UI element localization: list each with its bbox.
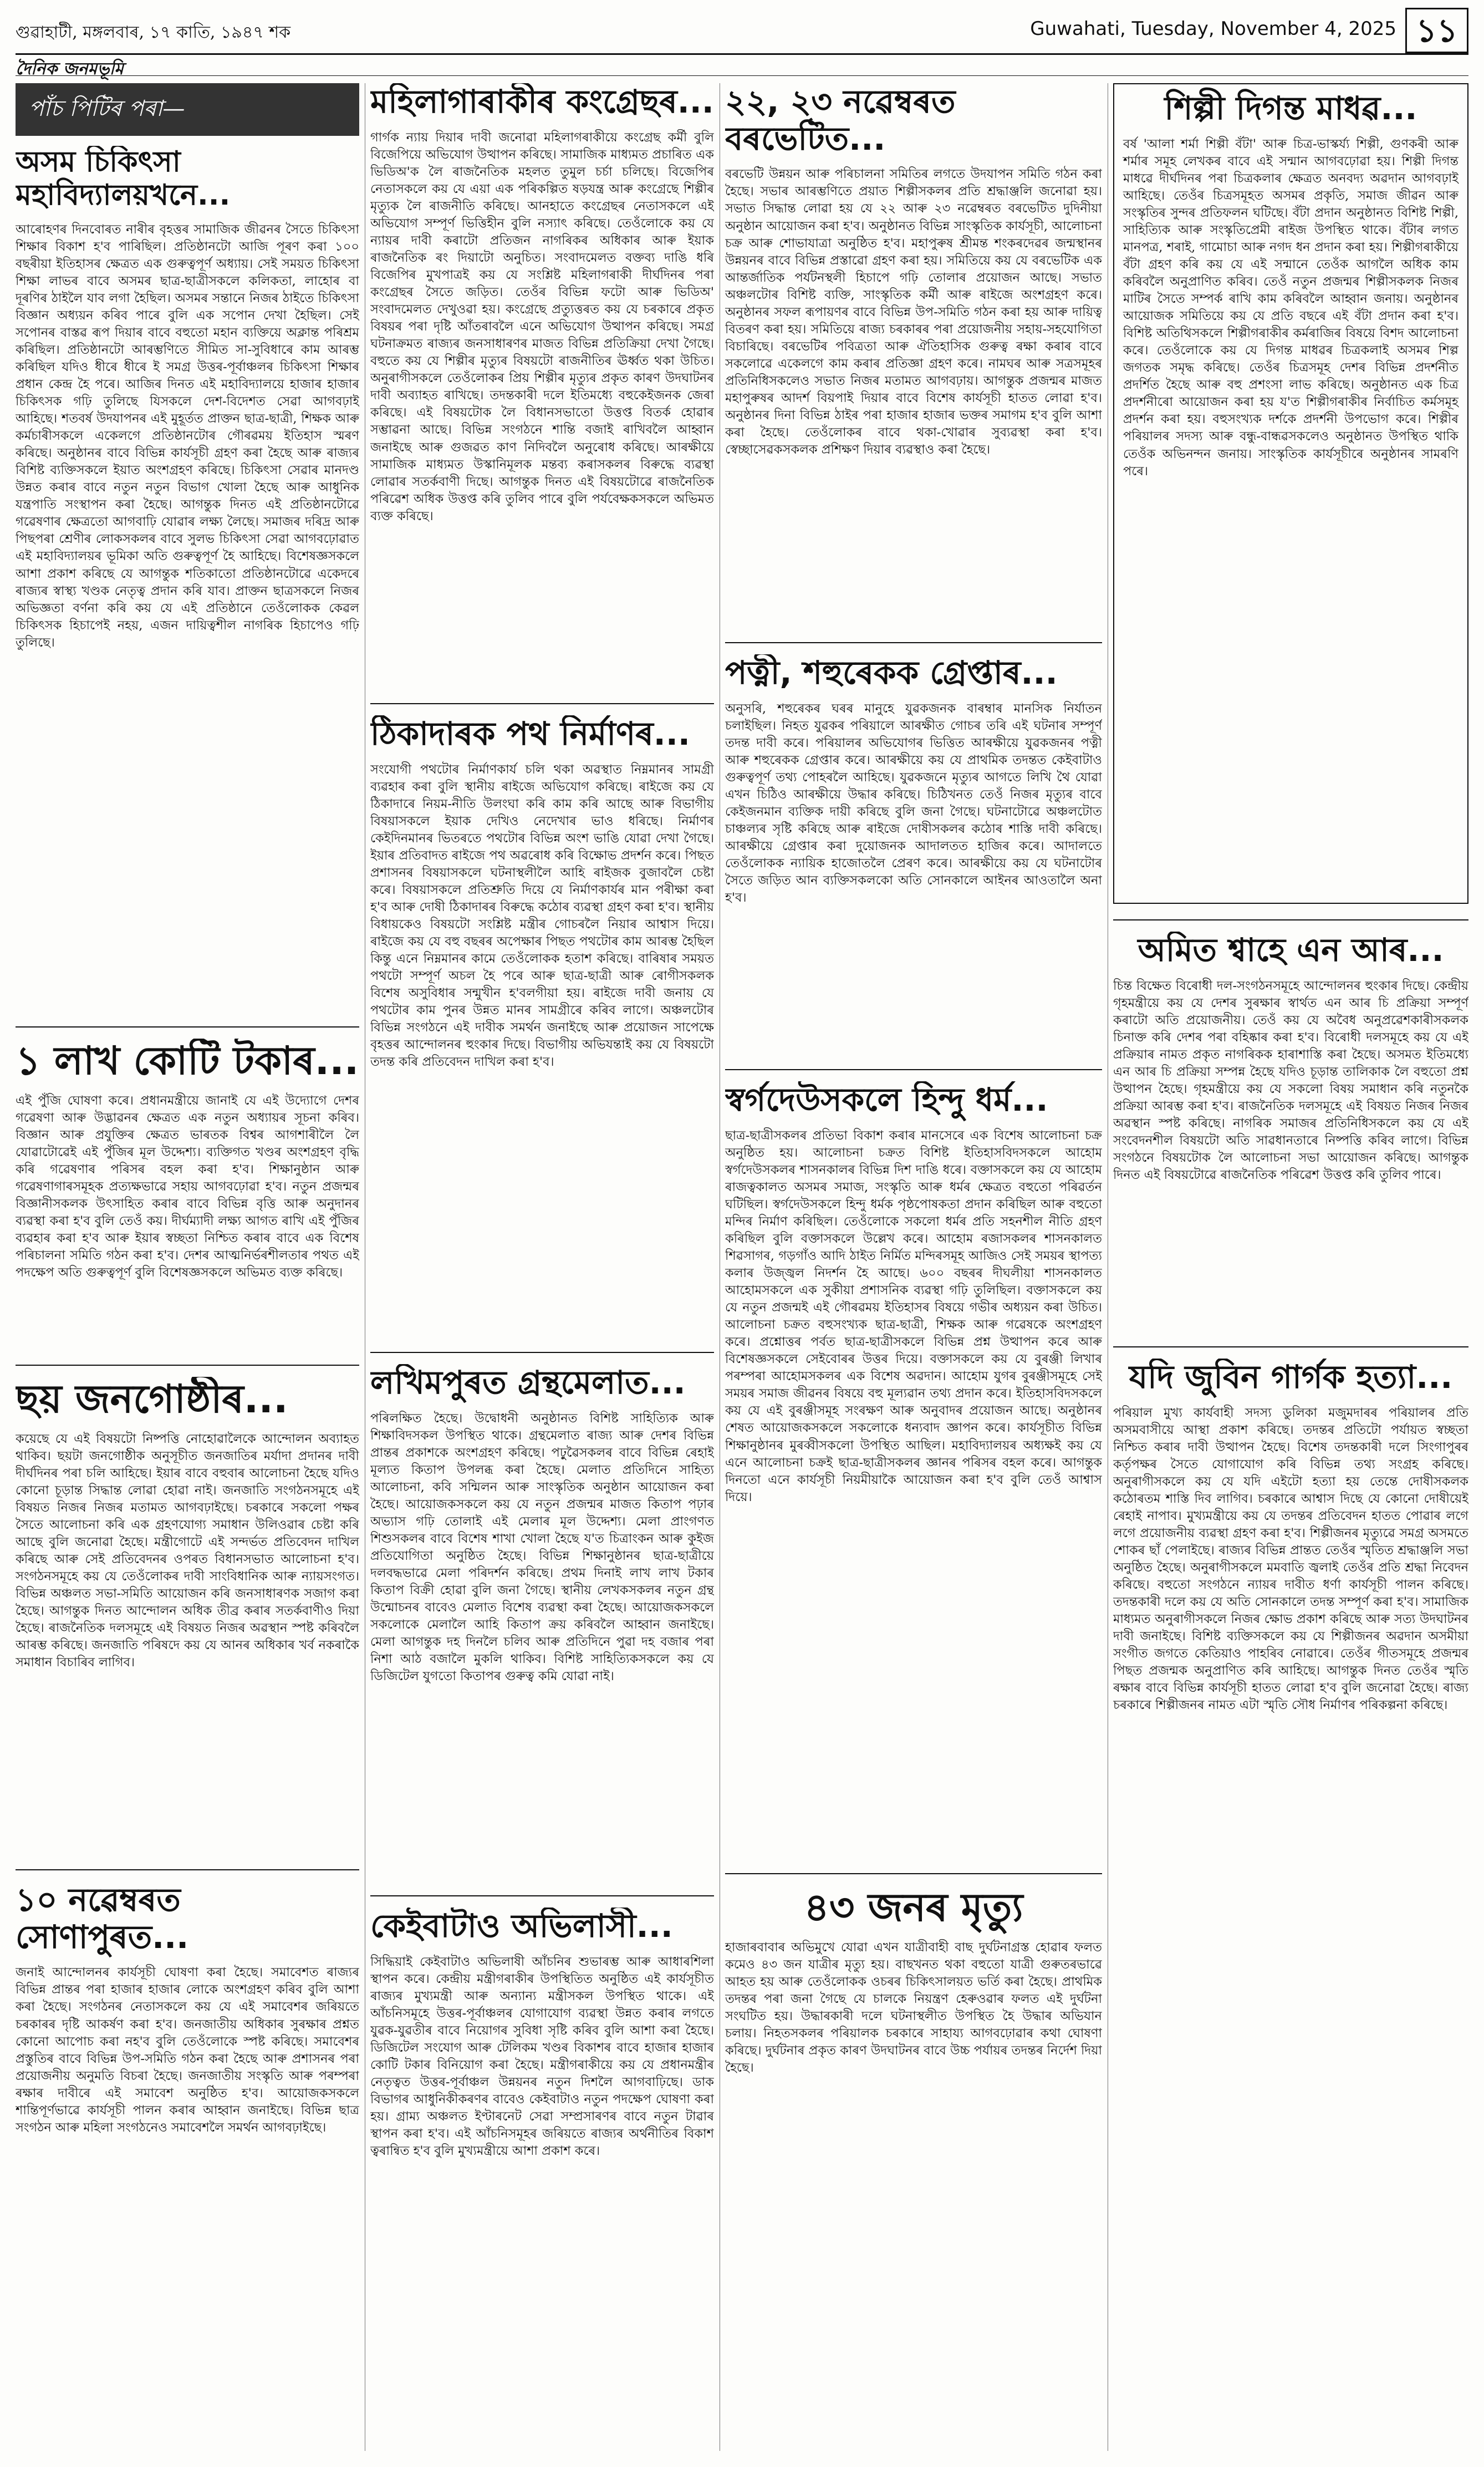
- masthead-title: দৈনিক জনমভূমি: [16, 59, 124, 79]
- headline: ৪৩ জনৰ মৃত্যু: [804, 1885, 1023, 1930]
- divider: [370, 1895, 714, 1896]
- story-body: গাৰ্গক ন্যায় দিয়াৰ দাবী জনোৱা মহিলাগৰাকীয়ে কংগ্ৰেছ কৰ্মী বুলি বিজেপিয়ে অভিযোগ উত্থাপন কৰিছে। সামাজিক মাধ্যমত প্ৰচাৰিত এক ভিডিঅ'ক লৈ ৰাজনৈতিক মহলত তুমুল চৰ্চা চলিছে। বিজেপিৰ নেতাসকলে কয় যে এয়া এক পৰিকল্পিত ষড়যন্ত্ৰ আৰু কংগ্ৰেছে শিল্পীৰ মৃত্যুক লৈ ৰাজনীতি কৰিছে। আনহাতে কংগ্ৰেছৰ নেতাসকলে এই অভিযোগ সম্পূৰ্ণ ভিত্তিহীন বুলি নস্যাৎ কৰিছে। তেওঁলোকে কয় যে ন্যায়ৰ দাবী কৰাটো প্ৰতিজন নাগৰিকৰ অধিকাৰ আৰু ইয়াক ৰাজনৈতিক ৰং দিয়াটো অনুচিত। সংবাদমেলত বক্তব্য দাঙি ধৰি বিজেপিৰ মুখপাত্ৰই কয় যে সংশ্লিষ্ট মহিলাগৰাকী দীৰ্ঘদিনৰ পৰা কংগ্ৰেছৰ সৈতে জড়িত। তেওঁৰ বিভিন্ন ফটো আৰু ভিডিঅ' সংবাদমেলত দেখুওৱা হয়। কংগ্ৰেছে প্ৰত্যুত্তৰত কয় যে চৰকাৰে প্ৰকৃত বিষয়ৰ পৰা দৃষ্টি আঁতৰাবলৈ এনে অভিযোগ উত্থাপন কৰিছে। সমগ্ৰ ঘটনাক্ৰমত ৰাজ্যৰ জনসাধাৰণৰ মাজত বিভিন্ন প্ৰতিক্ৰিয়া দেখা গৈছে। বহুতে কয় যে শিল্পীৰ মৃত্যুৰ বিষয়টো ৰাজনীতিৰ ঊৰ্ধ্বত থকা উচিত। অনুৰাগীসকলে তেওঁলোকৰ প্ৰিয় শিল্পীৰ মৃত্যুৰ প্ৰকৃত কাৰণ উদঘাটনৰ দাবী অব্যাহত ৰাখিছে। তদন্তকাৰী দলে ইতিমধ্যে বহুকেইজনক জেৰা কৰিছে। এই বিষয়টোক লৈ বিধানসভাতো উত্তপ্ত বিতৰ্ক হোৱাৰ সম্ভাৱনা আছে। বিভিন্ন সংগঠনে শান্তি বজাই ৰাখিবলৈ আহ্বান জনাইছে আৰু গুজৱত কাণ নিদিবলৈ অনুৰোধ কৰিছে। আৰক্ষীয়ে সামাজিক মাধ্যমত উস্কানিমূলক মন্তব্য কৰাসকলৰ বিৰুদ্ধে ব্যৱস্থা লোৱাৰ সতৰ্কবাণী দিছে। আগন্তুক দিনত এই বিষয়টোৱে ৰাজনৈতিক পৰিৱেশ অধিক উত্তপ্ত কৰি তুলিব পাৰে বুলি পৰ্যবেক্ষকসকলে অভিমত ব্যক্ত কৰিছে।: [370, 130, 714, 523]
- divider: [16, 1026, 359, 1028]
- divider: [16, 1869, 359, 1870]
- story-sonapur-rally: [16, 1881, 359, 2259]
- headline: পত্নী, শহুৰেকক গ্ৰেপ্তাৰ...: [725, 654, 1058, 691]
- story-body: বৰ্ষ 'আলা শৰ্মা শিল্পী বঁটা' আৰু চিত্ৰ-ভাস্কৰ্য্য শিল্পী, গুণকৰী আৰু শৰ্মাৰ সমূহ লেখকৰ বাবে এই সন্মান আগবঢ়োৱা হয়। শিল্পী দিগন্ত মাধৱে দীৰ্ঘদিনৰ পৰা চিত্ৰকলাৰ ক্ষেত্ৰত অনবদ্য অৱদান আগবঢ়াই আহিছে। তেওঁৰ চিত্ৰসমূহত অসমৰ প্ৰকৃতি, সমাজ জীৱন আৰু সংস্কৃতিৰ সুন্দৰ প্ৰতিফলন ঘটিছে। বঁটা প্ৰদান অনুষ্ঠানত বিশিষ্ট শিল্পী, সাহিত্যিক আৰু সংস্কৃতিপ্ৰেমী ৰাইজ উপস্থিত থাকে। বঁটাৰ লগত মানপত্ৰ, শৰাই, গামোচা আৰু নগদ ধন প্ৰদান কৰা হয়। শিল্পীগৰাকীয়ে বঁটা গ্ৰহণ কৰি কয় যে এই সন্মানে তেওঁক আগলৈ অধিক কাম কৰিবলৈ অনুপ্ৰাণিত কৰিব। তেওঁ নতুন প্ৰজন্মৰ শিল্পীসকলক নিজৰ মাটিৰ সৈতে সম্পৰ্ক ৰাখি কাম কৰিবলৈ আহ্বান জনায়। অনুষ্ঠানৰ আয়োজক সমিতিয়ে কয় যে প্ৰতি বছৰে এই বঁটা প্ৰদান কৰা হ'ব। বিশিষ্ট অতিথিসকলে শিল্পীগৰাকীৰ কৰ্মৰাজিৰ বিষয়ে বিশদ আলোচনা কৰে। তেওঁলোকে কয় যে দিগন্ত মাধৱৰ চিত্ৰকলাই অসমৰ শিল্প জগতক সমৃদ্ধ কৰিছে। তেওঁৰ চিত্ৰসমূহ দেশৰ বিভিন্ন প্ৰদৰ্শনীত প্ৰদৰ্শিত হৈছে আৰু বহু প্ৰশংসা লাভ কৰিছে। অনুষ্ঠানত এক চিত্ৰ প্ৰদৰ্শনীৰো আয়োজন কৰা হয় য'ত শিল্পীগৰাকীৰ নিৰ্বাচিত কৰ্মসমূহ প্ৰদৰ্শন কৰা হয়। বহুসংখ্যক দৰ্শকে প্ৰদৰ্শনী উপভোগ কৰে। শিল্পীৰ পৰিয়ালৰ সদস্য আৰু বন্ধু-বান্ধৱসকলেও অনুষ্ঠানত উপস্থিত থাকি তেওঁক অভিনন্দন জনায়। সাংস্কৃতিক কাৰ্যসূচীৰে অনুষ্ঠানৰ সামৰণি পৰে।: [1123, 136, 1458, 479]
- headline: ছয় জনগোষ্ঠীৰ...: [16, 1377, 288, 1422]
- column-4: [1113, 83, 1468, 2451]
- column-3: [725, 83, 1102, 2451]
- story-body: আৰোহণৰ দিনবোৰত নাৰীৰ বৃহত্তৰ সামাজিক জীৱনৰ সৈতে চিকিৎসা শিক্ষাৰ বিকাশ হ'ব পাৰিছিল। প্ৰতিষ্ঠানটো আজি পূৰণ কৰা ১০০ বছৰীয়া ইতিহাসৰ ক্ষেত্ৰত এক গুৰুত্বপূৰ্ণ অধ্যায়। সেই সময়ত চিকিৎসা শিক্ষা লাভৰ বাবে অসমৰ ছাত্ৰ-ছাত্ৰীসকলে কলিকতা, লাহোৰ বা দূৰণিৰ ঠাইলৈ যাব লগা হৈছিল। অসমৰ সন্তানে নিজৰ ঠাইতে চিকিৎসা বিজ্ঞান অধ্যয়ন কৰিব পাৰে বুলি এক সপোন দেখা হৈছিল। সেই সপোনৰ বাস্তৱ ৰূপ দিয়াৰ বাবে বহুতো মহান ব্যক্তিয়ে অক্লান্ত পৰিশ্ৰম কৰিছিল। প্ৰতিষ্ঠানটো আৰম্ভণিতে সীমিত সা-সুবিধাৰে কাম আৰম্ভ কৰিছিল যদিও ধীৰে ধীৰে ই সমগ্ৰ উত্তৰ-পূৰ্বাঞ্চলৰ চিকিৎসা শিক্ষাৰ প্ৰধান কেন্দ্ৰ হৈ পৰে। আজিৰ দিনত এই মহাবিদ্যালয়ে হাজাৰ হাজাৰ চিকিৎসক গঢ়ি তুলিছে যিসকলে দেশ-বিদেশত সেৱা আগবঢ়াই আহিছে। শতবৰ্ষ উদযাপনৰ এই মুহূৰ্তত প্ৰাক্তন ছাত্ৰ-ছাত্ৰী, শিক্ষক আৰু কৰ্মচাৰীসকলে একেলগে প্ৰতিষ্ঠানটোৰ গৌৰৱময় ইতিহাস স্মৰণ কৰিছে। অনুষ্ঠানৰ বাবে বিভিন্ন কাৰ্যসূচী গ্ৰহণ কৰা হৈছে আৰু ৰাজ্যৰ বিশিষ্ট ব্যক্তিসকলে ইয়াত অংশগ্ৰহণ কৰিছে। চিকিৎসা সেৱাৰ মানদণ্ড উন্নত কৰাৰ বাবে নতুন নতুন বিভাগ খোলা হৈছে আৰু আধুনিক যন্ত্ৰপাতি সংস্থাপন কৰা হৈছে। আগন্তুক দিনত এই প্ৰতিষ্ঠানটোৱে গৱেষণাৰ ক্ষেত্ৰতো আগবাঢ়ি যোৱাৰ লক্ষ্য লৈছে। সমাজৰ দৰিদ্ৰ আৰু পিছপৰা শ্ৰেণীৰ লোকসকলৰ বাবে সুলভ চিকিৎসা সেৱা আগবঢ়োৱাত এই মহাবিদ্যালয়ৰ ভূমিকা অতি গুৰুত্বপূৰ্ণ হৈ আহিছে। বিশেষজ্ঞসকলে আশা প্ৰকাশ কৰিছে যে আগন্তুক শতিকাতো প্ৰতিষ্ঠানটোৱে একেদৰে ৰাজ্যৰ স্বাস্থ্য খণ্ডক নেতৃত্ব প্ৰদান কৰি যাব। প্ৰাক্তন ছাত্ৰসকলে নিজৰ অভিজ্ঞতা বৰ্ণনা কৰি কয় যে এই প্ৰতিষ্ঠানে তেওঁলোকক কেৱল চিকিৎসক হিচাপেই নহয়, এজন দায়িত্বশীল নাগৰিক হিচাপেও গঢ়ি তুলিছে।: [16, 222, 359, 650]
- masthead: [16, 55, 1468, 79]
- story-body: ছাত্ৰ-ছাত্ৰীসকলৰ প্ৰতিভা বিকাশ কৰাৰ মানসেৰে এক বিশেষ আলোচনা চক্ৰ অনুষ্ঠিত হয়। আলোচনা চক্ৰত বিশিষ্ট ইতিহাসবিদসকলে আহোম স্বৰ্গদেউসকলৰ শাসনকালৰ বিভিন্ন দিশ দাঙি ধৰে। বক্তাসকলে কয় যে আহোম ৰাজত্বকালত অসমৰ সমাজ, সংস্কৃতি আৰু ধৰ্মৰ ক্ষেত্ৰত বহুতো পৰিৱৰ্তন ঘটিছিল। স্বৰ্গদেউসকলে হিন্দু ধৰ্মক পৃষ্ঠপোষকতা প্ৰদান কৰিছিল আৰু বহুতো মন্দিৰ নিৰ্মাণ কৰিছিল। তেওঁলোকে সকলো ধৰ্মৰ প্ৰতি সহনশীল নীতি গ্ৰহণ কৰিছিল বুলি বক্তাসকলে উল্লেখ কৰে। আহোম ৰজাসকলৰ শাসনকালত শিৱসাগৰ, গড়গাঁও আদি ঠাইত নিৰ্মিত মন্দিৰসমূহ আজিও সেই সময়ৰ স্থাপত্য কলাৰ উজ্জ্বল নিদৰ্শন হৈ আছে। ৬০০ বছৰৰ দীঘলীয়া শাসনকালত আহোমসকলে এক সুকীয়া প্ৰশাসনিক ব্যৱস্থা গঢ়ি তুলিছিল। বক্তাসকলে কয় যে নতুন প্ৰজন্মই এই গৌৰৱময় ইতিহাসৰ বিষয়ে গভীৰ অধ্যয়ন কৰা উচিত। আলোচনা চক্ৰত বহুসংখ্যক ছাত্ৰ-ছাত্ৰী, শিক্ষক আৰু গৱেষকে অংশগ্ৰহণ কৰে। প্ৰশ্নোত্তৰ পৰ্বত ছাত্ৰ-ছাত্ৰীসকলে বিভিন্ন প্ৰশ্ন উত্থাপন কৰে আৰু বিশেষজ্ঞসকলে সেইবোৰৰ উত্তৰ দিয়ে। বক্তাসকলে কয় যে বুৰঞ্জী লিখাৰ পৰম্পৰা আহোমসকলৰ এক বিশেষ অৱদান। আহোম যুগৰ বুৰঞ্জীসমূহে সেই সময়ৰ সমাজ জীৱনৰ বিষয়ে বহু মূল্যৱান তথ্য প্ৰদান কৰে। ইতিহাসবিদসকলে কয় যে এই বুৰঞ্জীসমূহ সংৰক্ষণ আৰু অনুবাদৰ প্ৰয়োজন আছে। অনুষ্ঠানৰ শেষত আয়োজকসকলে সকলোকে ধন্যবাদ জ্ঞাপন কৰে। কাৰ্যসূচীত বিভিন্ন শিক্ষানুষ্ঠানৰ মুৰব্বীসকলো উপস্থিত আছিল। মহাবিদ্যালয়ৰ অধ্যক্ষই কয় যে এনে আলোচনা চক্ৰই ছাত্ৰ-ছাত্ৰীসকলৰ জ্ঞানৰ পৰিসৰ বহল কৰে। আগন্তুক দিনতো এনে কাৰ্যসূচী নিয়মীয়াকৈ আয়োজন কৰা হ'ব বুলি তেওঁ আশ্বাস দিয়ে।: [725, 1128, 1102, 1504]
- story-artist-diganta: [1113, 83, 1468, 904]
- story-body: কয়েছে যে এই বিষয়টো নিষ্পত্তি নোহোৱালৈকে আন্দোলন অব্যাহত থাকিব। ছয়টা জনগোষ্ঠীক অনুসূচীত জনজাতিৰ মৰ্যাদা প্ৰদানৰ দাবী দীৰ্ঘদিনৰ পৰা চলি আহিছে। ইয়াৰ বাবে বহুবাৰ আলোচনা হৈছে যদিও কোনো চূড়ান্ত সিদ্ধান্ত লোৱা হোৱা নাই। জনজাতি সংগঠনসমূহে এই বিষয়ত নিজৰ নিজৰ মতামত আগবঢ়াইছে। চৰকাৰে সকলো পক্ষৰ সৈতে আলোচনা কৰি এক গ্ৰহণযোগ্য সমাধান উলিওৱাৰ চেষ্টা কৰি আছে বুলি জনোৱা হৈছে। মন্ত্ৰীগোটে এই সন্দৰ্ভত প্ৰতিবেদন দাখিল কৰিছে আৰু সেই প্ৰতিবেদনৰ ওপৰত বিধানসভাত আলোচনা হ'ব। সংগঠনসমূহে কয় যে তেওঁলোকৰ দাবী সাংবিধানিক আৰু ন্যায়সংগত। বিভিন্ন অঞ্চলত সভা-সমিতি আয়োজন কৰি জনসাধাৰণক সজাগ কৰা হৈছে। আগন্তুক দিনত আন্দোলন অধিক তীব্ৰ কৰাৰ সতৰ্কবাণীও দিয়া হৈছে। ৰাজনৈতিক দলসমূহে এই বিষয়ত নিজৰ অৱস্থান স্পষ্ট কৰিবলৈ আৰম্ভ কৰিছে। জনজাতি পৰিষদে কয় যে আনৰ অধিকাৰ খৰ্ব নকৰাকৈ সমাধান বিচাৰিব লাগিব।: [16, 1431, 359, 1670]
- divider: [725, 642, 1102, 643]
- story-ambitious-schemes: [370, 1908, 714, 2273]
- story-43-deaths: [725, 1885, 1102, 2163]
- divider: [1113, 919, 1468, 920]
- story-body: অনুসৰি, শহুৰেকৰ ঘৰৰ মানুহে যুৱকজনক বাৰম্বাৰ মানসিক নিৰ্যাতন চলাইছিল। নিহত যুৱকৰ পৰিয়ালে আৰক্ষীত গোচৰ তৰি এই ঘটনাৰ সম্পূৰ্ণ তদন্ত দাবী কৰে। পৰিয়ালৰ অভিযোগৰ ভিত্তিত আৰক্ষীয়ে যুৱকজনৰ পত্নী আৰু শহুৰেকক গ্ৰেপ্তাৰ কৰে। আৰক্ষীয়ে কয় যে প্ৰাথমিক তদন্তত কেইবাটাও গুৰুত্বপূৰ্ণ তথ্য পোহৰলৈ আহিছে। যুৱকজনে মৃত্যুৰ আগতে লিখি থৈ যোৱা এখন চিঠিও আৰক্ষীয়ে উদ্ধাৰ কৰিছে। চিঠিখনত তেওঁ নিজৰ মৃত্যুৰ বাবে কেইজনমান ব্যক্তিক দায়ী কৰিছে বুলি জনা গৈছে। ঘটনাটোৱে অঞ্চলটোত চাঞ্চল্যৰ সৃষ্টি কৰিছে আৰু ৰাইজে দোষীসকলৰ কঠোৰ শাস্তি দাবী কৰিছে। আৰক্ষীয়ে গ্ৰেপ্তাৰ কৰা দুয়োজনক আদালতত হাজিৰ কৰে। আদালতে তেওঁলোকক ন্যায়িক হাজোতলৈ প্ৰেৰণ কৰে। আৰক্ষীয়ে কয় যে ঘটনাটোৰ সৈতে জড়িত আন ব্যক্তিসকলকো অতি সোনকালে আইনৰ আওতালৈ অনা হ'ব।: [725, 701, 1102, 906]
- page-header: [16, 8, 1468, 55]
- story-amit-shah-nrc: [1113, 932, 1468, 1331]
- story-wife-arrested: [725, 654, 1102, 1054]
- story-swargadeu-hinduism: [725, 1081, 1102, 1858]
- story-body: চিন্ত বিক্ষেত বিৰোধী দল-সংগঠনসমূহে আন্দোলনৰ হুংকাৰ দিছে। কেন্দ্ৰীয় গৃহমন্ত্ৰীয়ে কয় যে দেশৰ সুৰক্ষাৰ স্বাৰ্থত এন আৰ চি প্ৰক্ৰিয়া সম্পূৰ্ণ কৰাটো অতি প্ৰয়োজনীয়। তেওঁ কয় যে অবৈধ অনুপ্ৰৱেশকাৰীসকলক চিনাক্ত কৰি দেশৰ পৰা বহিষ্কাৰ কৰা হ'ব। বিৰোধী দলসমূহে কয় যে এই প্ৰক্ৰিয়াৰ নামত প্ৰকৃত নাগৰিকক হাৰাশাস্তি কৰা হৈছে। অসমত ইতিমধ্যে এন আৰ চি প্ৰক্ৰিয়া সম্পন্ন হৈছে যদিও চূড়ান্ত তালিকাক লৈ বহুতো প্ৰশ্ন উত্থাপন হৈছে। গৃহমন্ত্ৰীয়ে কয় যে সকলো বিষয় সমাধান কৰি নতুনকৈ প্ৰক্ৰিয়া আৰম্ভ কৰা হ'ব। ৰাজনৈতিক দলসমূহে এই বিষয়ত নিজৰ নিজৰ অৱস্থান স্পষ্ট কৰিছে। নাগৰিক সমাজৰ প্ৰতিনিধিসকলে কয় যে এই সংবেদনশীল বিষয়টো অতি সাৱধানতাৰে নিষ্পত্তি কৰিব লাগে। বিভিন্ন সংগঠনে বিষয়টোক লৈ আলোচনা সভা আয়োজন কৰিছে। আগন্তুক দিনত এই বিষয়টোৱে ৰাজনৈতিক পৰিৱেশ উত্তপ্ত কৰি তুলিব পাৰে।: [1113, 978, 1468, 1183]
- column-2: [370, 83, 714, 2451]
- headline: ২২, ২৩ নৱেম্বৰত বৰভেটিত...: [725, 83, 956, 157]
- section-banner: পাঁচ পিটিৰ পৰা—: [16, 83, 359, 136]
- story-one-lakh-crore: [16, 1039, 359, 1349]
- column-1: [16, 83, 359, 2451]
- divider: [1113, 1346, 1468, 1347]
- story-contractor-road: [370, 715, 714, 1336]
- divider: [725, 1873, 1102, 1874]
- header-date-english: Guwahati, Tuesday, November 4, 2025: [1030, 18, 1396, 40]
- divider: [16, 1365, 359, 1366]
- story-six-communities: [16, 1377, 359, 1854]
- headline: ১ লাখ কোটি টকাৰ...: [16, 1039, 359, 1084]
- headline: যদি জুবিন গাৰ্গক হত্যা...: [1129, 1359, 1453, 1396]
- story-body: সংযোগী পথটোৰ নিৰ্মাণকাৰ্য চলি থকা অৱস্থাত নিম্নমানৰ সামগ্ৰী ব্যৱহাৰ কৰা বুলি স্থানীয় ৰাইজে অভিযোগ কৰিছে। ৰাইজে কয় যে ঠিকাদাৰে নিয়ম-নীতি উলংঘা কৰি কাম কৰি আছে আৰু বিভাগীয় বিষয়াসকলে ইয়াক দেখিও নেদেখাৰ ভাও ধৰিছে। নিৰ্মাণৰ কেইদিনমানৰ ভিতৰতে পথটোৰ বিভিন্ন অংশ ভাঙি যোৱা দেখা গৈছে। ইয়াৰ প্ৰতিবাদত ৰাইজে পথ অৱৰোধ কৰি বিক্ষোভ প্ৰদৰ্শন কৰে। পিছত প্ৰশাসনৰ বিষয়াসকলে ঘটনাস্থলীলৈ আহি ৰাইজক বুজাবলৈ চেষ্টা কৰে। বিষয়াসকলে প্ৰতিশ্ৰুতি দিয়ে যে নিৰ্মাণকাৰ্যৰ মান পৰীক্ষা কৰা হ'ব আৰু দোষী ঠিকাদাৰৰ বিৰুদ্ধে কঠোৰ ব্যৱস্থা গ্ৰহণ কৰা হ'ব। স্থানীয় বিধায়কেও বিষয়টো সংশ্লিষ্ট মন্ত্ৰীৰ গোচৰলৈ নিয়াৰ আশ্বাস দিয়ে। ৰাইজে কয় যে বহু বছৰৰ অপেক্ষাৰ পিছত পথটোৰ কাম আৰম্ভ হৈছিল কিন্তু এনে নিম্নমানৰ কামে তেওঁলোকক হতাশ কৰিছে। বাৰিষাৰ সময়ত পথটো সম্পূৰ্ণ অচল হৈ পৰে আৰু ছাত্ৰ-ছাত্ৰী আৰু ৰোগীসকলক বিশেষ অসুবিধাৰ সন্মুখীন হ'বলগীয়া হয়। ৰাইজে দাবী জনায় যে পথটোৰ কাম পুনৰ উন্নত মানৰ সামগ্ৰীৰে কৰিব লাগে। অঞ্চলটোৰ বিভিন্ন সংগঠনে এই দাবীক সমৰ্থন জনাইছে আৰু প্ৰয়োজন সাপেক্ষে বৃহত্তৰ আন্দোলনৰ হুংকাৰ দিছে। বিভাগীয় অভিযন্তাই কয় যে বিষয়টো তদন্ত কৰি প্ৰতিবেদন দাখিল কৰা হ'ব।: [370, 762, 714, 1070]
- headline: লখিমপুৰত গ্ৰন্থমেলাত...: [370, 1364, 686, 1401]
- page-number: ১১: [1405, 8, 1468, 53]
- story-body: পৰিয়াল মুখ্য কাৰ্যবাহী সদস্য ডুলিকা মজুমদাৰৰ পৰিয়ালৰ প্ৰতি অসমবাসীয়ে আস্থা প্ৰকাশ কৰিছে। তদন্তৰ প্ৰতিটো পৰ্যায়ত স্বচ্ছতা নিশ্চিত কৰাৰ দাবী উত্থাপন হৈছে। বিশেষ তদন্তকাৰী দলে সিংগাপুৰৰ কৰ্তৃপক্ষৰ সৈতে যোগাযোগ কৰি বিভিন্ন তথ্য সংগ্ৰহ কৰিছে। অনুৰাগীসকলে কয় যে যদি এইটো হত্যা হয় তেন্তে দোষীসকলক কঠোৰতম শাস্তি দিব লাগিব। চৰকাৰে আশ্বাস দিছে যে কোনো দোষীয়েই ৰেহাই নাপাব। মুখ্যমন্ত্ৰীয়ে কয় যে তদন্তৰ প্ৰতিবেদন হাতত পোৱাৰ লগে লগে প্ৰয়োজনীয় ব্যৱস্থা গ্ৰহণ কৰা হ'ব। শিল্পীজনৰ মৃত্যুৱে সমগ্ৰ অসমতে শোকৰ ছাঁ পেলাইছে। ৰাজ্যৰ বিভিন্ন প্ৰান্তত তেওঁৰ স্মৃতিত শ্ৰদ্ধাঞ্জলি সভা অনুষ্ঠিত হৈছে। অনুৰাগীসকলে মমবাতি জ্বলাই তেওঁৰ প্ৰতি শ্ৰদ্ধা নিবেদন কৰিছে। বহুতো সংগঠনে ন্যায়ৰ দাবীত ধৰ্ণা কাৰ্যসূচী পালন কৰিছে। তদন্তকাৰী দলে কয় যে অতি সোনকালে তদন্ত সম্পূৰ্ণ কৰা হ'ব। সামাজিক মাধ্যমত অনুৰাগীসকলে নিজৰ ক্ষোভ প্ৰকাশ কৰিছে আৰু সত্য উদঘাটনৰ দাবী জনাইছে। বিশিষ্ট ব্যক্তিসকলে কয় যে শিল্পীজনৰ অৱদান অসমীয়া সংগীত জগতে কেতিয়াও পাহৰিব নোৱাৰে। তেওঁৰ গীতসমূহে প্ৰজন্মৰ পিছত প্ৰজন্মক অনুপ্ৰাণিত কৰি আহিছে। আগন্তুক দিনত তেওঁৰ স্মৃতি ৰক্ষাৰ বাবে বিভিন্ন কাৰ্যসূচী হাতত লোৱা হ'ব বুলি জনোৱা হৈছে। ৰাজ্য চৰকাৰে শিল্পীজনৰ নামত এটা স্মৃতি সৌধ নিৰ্মাণৰ পৰিকল্পনা কৰিছে।: [1113, 1405, 1468, 1713]
- divider: [370, 1352, 714, 1353]
- story-zubeen-garg: [1113, 1359, 1468, 2235]
- story-body: হাজাৰবাবাৰ অভিমুখে যোৱা এখন যাত্ৰীবাহী বাছ দুৰ্ঘটনাগ্ৰস্ত হোৱাৰ ফলত কমেও ৪৩ জন যাত্ৰীৰ মৃত্যু হয়। বাছখনত থকা বহুতো যাত্ৰী গুৰুতৰভাৱে আহত হয় আৰু তেওঁলোকক ওচৰৰ চিকিৎসালয়ত ভৰ্তি কৰা হৈছে। প্ৰাথমিক তদন্তৰ পৰা জনা গৈছে যে চালকে নিয়ন্ত্ৰণ হেৰুওৱাৰ ফলত এই দুৰ্ঘটনা সংঘটিত হয়। উদ্ধাৰকাৰী দলে ঘটনাস্থলীত উপস্থিত হৈ উদ্ধাৰ অভিযান চলায়। নিহতসকলৰ পৰিয়ালক চৰকাৰে সাহায্য আগবঢ়োৱাৰ কথা ঘোষণা কৰিছে। দুৰ্ঘটনাৰ প্ৰকৃত কাৰণ উদঘাটনৰ বাবে উচ্চ পৰ্যায়ৰ তদন্তৰ নিৰ্দেশ দিয়া হৈছে।: [725, 1940, 1102, 2075]
- headline: ১০ নৱেম্বৰত সোণাপুৰত...: [16, 1881, 189, 1956]
- headline: স্বৰ্গদেউসকলে হিন্দু ধৰ্ম...: [725, 1081, 1048, 1118]
- headline: শিল্পী দিগন্ত মাধৱ...: [1164, 89, 1417, 127]
- story-medical-college: [16, 146, 359, 1011]
- story-congress-woman: [370, 83, 714, 688]
- divider: [370, 703, 714, 704]
- story-body: পৰিলক্ষিত হৈছে। উদ্বোধনী অনুষ্ঠানত বিশিষ্ট সাহিত্যিক আৰু শিক্ষাবিদসকল উপস্থিত থাকে। গ্ৰন্থমেলাত ৰাজ্য আৰু দেশৰ বিভিন্ন প্ৰান্তৰ প্ৰকাশকে অংশগ্ৰহণ কৰিছে। পঢ়ুৱৈসকলৰ বাবে বিভিন্ন ৰেহাই মূল্যত কিতাপ উপলব্ধ কৰা হৈছে। মেলাত প্ৰতিদিনে সাহিত্য আলোচনা, কবি সন্মিলন আৰু সাংস্কৃতিক অনুষ্ঠান আয়োজন কৰা হৈছে। আয়োজকসকলে কয় যে নতুন প্ৰজন্মৰ মাজত কিতাপ পঢ়াৰ অভ্যাস গঢ়ি তোলাই এই মেলাৰ মূল উদ্দেশ্য। মেলা প্ৰাংগণত শিশুসকলৰ বাবে বিশেষ শাখা খোলা হৈছে য'ত চিত্ৰাংকন আৰু কুইজ প্ৰতিযোগিতা অনুষ্ঠিত হৈছে। বিভিন্ন শিক্ষানুষ্ঠানৰ ছাত্ৰ-ছাত্ৰীয়ে দলবদ্ধভাৱে মেলা পৰিদৰ্শন কৰিছে। প্ৰথম দিনাই লাখ লাখ টকাৰ কিতাপ বিক্ৰী হোৱা বুলি জনা গৈছে। স্থানীয় লেখকসকলৰ নতুন গ্ৰন্থ উন্মোচনৰ বাবেও মেলাত বিশেষ ব্যৱস্থা কৰা হৈছে। আয়োজকসকলে সকলোকে মেলালৈ আহি কিতাপ ক্ৰয় কৰিবলৈ আহ্বান জনাইছে। মেলা আগন্তুক দহ দিনলৈ চলিব আৰু প্ৰতিদিনে পুৱা দহ বজাৰ পৰা নিশা আঠ বজালৈ মুকলি থাকিব। বিশিষ্ট সাহিত্যিকসকলে কয় যে ডিজিটেল যুগতো কিতাপৰ গুৰুত্ব কমি যোৱা নাই।: [370, 1411, 714, 1684]
- story-body: বৰভেটি উন্নয়ন আৰু পৰিচালনা সমিতিৰ লগতে উদযাপন সমিতি গঠন কৰা হৈছে। সভাৰ আৰম্ভণিতে প্ৰয়াত শিল্পীসকলৰ প্ৰতি শ্ৰদ্ধাঞ্জলি জনোৱা হয়। সভাত সিদ্ধান্ত লোৱা হয় যে ২২ আৰু ২৩ নৱেম্বৰত বৰভেটিত দুদিনীয়া অনুষ্ঠান আয়োজন কৰা হ'ব। অনুষ্ঠানত বিভিন্ন সাংস্কৃতিক কাৰ্যসূচী, আলোচনা চক্ৰ আৰু শোভাযাত্ৰা অনুষ্ঠিত হ'ব। মহাপুৰুষ শ্ৰীমন্ত শংকৰদেৱৰ জন্মস্থানৰ উন্নয়নৰ বাবে বিভিন্ন প্ৰস্তাৱো গ্ৰহণ কৰা হয়। সমিতিয়ে কয় যে বৰভেটিক এক আন্তৰ্জাতিক পৰ্যটনস্থলী হিচাপে গঢ়ি তোলাৰ প্ৰয়োজন আছে। সভাত অঞ্চলটোৰ বিশিষ্ট ব্যক্তি, সাংস্কৃতিক কৰ্মী আৰু ৰাইজে অংশগ্ৰহণ কৰে। অনুষ্ঠানৰ সফল ৰূপায়ণৰ বাবে বিভিন্ন উপ-সমিতি গঠন কৰা হয় আৰু দায়িত্ব বিতৰণ কৰা হয়। সমিতিয়ে ৰাজ্য চৰকাৰৰ পৰা প্ৰয়োজনীয় সহায়-সহযোগিতা বিচাৰিছে। বৰভেটিৰ পবিত্ৰতা আৰু ঐতিহাসিক গুৰুত্ব ৰক্ষা কৰাৰ বাবে সকলোৱে একেলগে কাম কৰাৰ প্ৰতিজ্ঞা গ্ৰহণ কৰে। নামঘৰ আৰু সত্ৰসমূহৰ প্ৰতিনিধিসকলেও সভাত নিজৰ মতামত আগবঢ়ায়। আগন্তুক প্ৰজন্মৰ মাজত মহাপুৰুষৰ আদৰ্শ বিয়পাই দিয়াৰ বাবে বিশেষ কাৰ্যসূচী হাতত লোৱা হ'ব। অনুষ্ঠানৰ দিনা বিভিন্ন ঠাইৰ পৰা হাজাৰ হাজাৰ ভক্তৰ সমাগম হ'ব বুলি আশা কৰা হৈছে। তেওঁলোকৰ বাবে থকা-খোৱাৰ সুব্যৱস্থা কৰা হ'ব। স্বেচ্ছাসেৱকসকলক প্ৰশিক্ষণ দিয়াৰ ব্যৱস্থাও কৰা হৈছে।: [725, 167, 1102, 457]
- headline: ঠিকাদাৰক পথ নিৰ্মাণৰ...: [370, 715, 690, 752]
- story-barbheti: [725, 83, 1102, 627]
- header-date-assamese: গুৱাহাটী, মঙ্গলবাৰ, ১৭ কাতি, ১৯৪৭ শক: [16, 23, 291, 42]
- story-body: সিদ্ধিয়াই কেইবাটাও অভিলাষী আঁচনিৰ শুভাৰম্ভ আৰু আধাৰশিলা স্থাপন কৰে। কেন্দ্ৰীয় মন্ত্ৰীগৰাকীৰ উপস্থিতিত অনুষ্ঠিত এই কাৰ্যসূচীত ৰাজ্যৰ মুখ্যমন্ত্ৰী আৰু অন্যান্য মন্ত্ৰীসকল উপস্থিত থাকে। এই আঁচনিসমূহে উত্তৰ-পূৰ্বাঞ্চলৰ যোগাযোগ ব্যৱস্থা উন্নত কৰাৰ লগতে যুৱক-যুৱতীৰ বাবে নিয়োগৰ সুবিধা সৃষ্টি কৰিব বুলি আশা কৰা হৈছে। ডিজিটেল সংযোগ আৰু টেলিকম খণ্ডৰ বিকাশৰ বাবে হাজাৰ হাজাৰ কোটি টকাৰ বিনিয়োগ কৰা হৈছে। মন্ত্ৰীগৰাকীয়ে কয় যে প্ৰধানমন্ত্ৰীৰ নেতৃত্বত উত্তৰ-পূৰ্বাঞ্চল উন্নয়নৰ নতুন দিশলৈ আগবাঢ়িছে। ডাক বিভাগৰ আধুনিকীকৰণৰ বাবেও কেইবাটাও নতুন পদক্ষেপ ঘোষণা কৰা হয়। গ্ৰাম্য অঞ্চলত ইণ্টাৰনেট সেৱা সম্প্ৰসাৰণৰ বাবে নতুন টাৱাৰ স্থাপন কৰা হ'ব। এই আঁচনিসমূহৰ জৰিয়তে ৰাজ্যৰ অৰ্থনীতিৰ বিকাশ ত্বৰান্বিত হ'ব বুলি মুখ্যমন্ত্ৰীয়ে আশা প্ৰকাশ কৰে।: [370, 1954, 714, 2159]
- headline: অমিত শ্বাহে এন আৰ...: [1138, 932, 1444, 969]
- headline: অসম চিকিৎসা মহাবিদ্যালয়খনে...: [16, 146, 231, 212]
- headline: মহিলাগাৰাকীৰ কংগ্ৰেছৰ...: [370, 83, 714, 120]
- story-body: জনাই আন্দোলনৰ কাৰ্যসূচী ঘোষণা কৰা হৈছে। সমাবেশত ৰাজ্যৰ বিভিন্ন প্ৰান্তৰ পৰা হাজাৰ হাজাৰ লোকে অংশগ্ৰহণ কৰিব বুলি আশা কৰা হৈছে। সংগঠনৰ নেতাসকলে কয় যে এই সমাবেশৰ জৰিয়তে চৰকাৰৰ দৃষ্টি আকৰ্ষণ কৰা হ'ব। জনজাতীয় অধিকাৰ সুৰক্ষাৰ প্ৰশ্নত কোনো আপোচ কৰা নহ'ব বুলি তেওঁলোকে স্পষ্ট কৰিছে। সমাবেশৰ প্ৰস্তুতিৰ বাবে বিভিন্ন উপ-সমিতি গঠন কৰা হৈছে আৰু প্ৰশাসনৰ পৰা প্ৰয়োজনীয় অনুমতি বিচৰা হৈছে। জনজাতীয় সংস্কৃতি আৰু পৰম্পৰা ৰক্ষাৰ দাবীৰে এই সমাবেশ অনুষ্ঠিত হ'ব। আয়োজকসকলে শান্তিপূৰ্ণভাৱে কাৰ্যসূচী পালন কৰাৰ আহ্বান জনাইছে। বিভিন্ন ছাত্ৰ সংগঠন আৰু মহিলা সংগঠনেও সমাবেশলৈ সমৰ্থন আগবঢ়াইছে।: [16, 1965, 359, 2135]
- divider: [725, 1069, 1102, 1070]
- story-body: এই পুঁজি ঘোষণা কৰে। প্ৰধানমন্ত্ৰীয়ে জানাই যে এই উদ্যোগে দেশৰ গৱেষণা আৰু উদ্ভাৱনৰ ক্ষেত্ৰত এক নতুন অধ্যায়ৰ সূচনা কৰিব। বিজ্ঞান আৰু প্ৰযুক্তিৰ ক্ষেত্ৰত ভাৰতক বিশ্বৰ আগশাৰীলৈ লৈ যোৱাটোৱেই এই পুঁজিৰ মূল উদ্দেশ্য। ব্যক্তিগত খণ্ডৰ অংশগ্ৰহণ বৃদ্ধি কৰি গৱেষণাৰ পৰিসৰ বহল কৰা হ'ব। শিক্ষানুষ্ঠান আৰু গৱেষণাগাৰসমূহক প্ৰত্যক্ষভাৱে সহায় আগবঢ়োৱা হ'ব। নতুন প্ৰজন্মৰ বিজ্ঞানীসকলক উৎসাহিত কৰাৰ বাবে বিভিন্ন বৃত্তি আৰু অনুদানৰ ব্যৱস্থা কৰা হ'ব বুলি তেওঁ কয়। দীৰ্ঘম্যাদী লক্ষ্য আগত ৰাখি এই পুঁজিৰ ব্যৱহাৰ কৰা হ'ব আৰু ইয়াৰ স্বচ্ছতা নিশ্চিত কৰাৰ বাবে এক বিশেষ পৰিচালনা সমিতি গঠন কৰা হ'ব। দেশৰ আত্মনিৰ্ভৰশীলতাৰ পথত এই পদক্ষেপ অতি গুৰুত্বপূৰ্ণ বুলি বিশেষজ্ঞসকলে অভিমত ব্যক্ত কৰিছে।: [16, 1093, 359, 1280]
- story-lakhimpur-book-fair: [370, 1364, 714, 1880]
- headline: কেইবাটাও অভিলাসী...: [370, 1908, 673, 1945]
